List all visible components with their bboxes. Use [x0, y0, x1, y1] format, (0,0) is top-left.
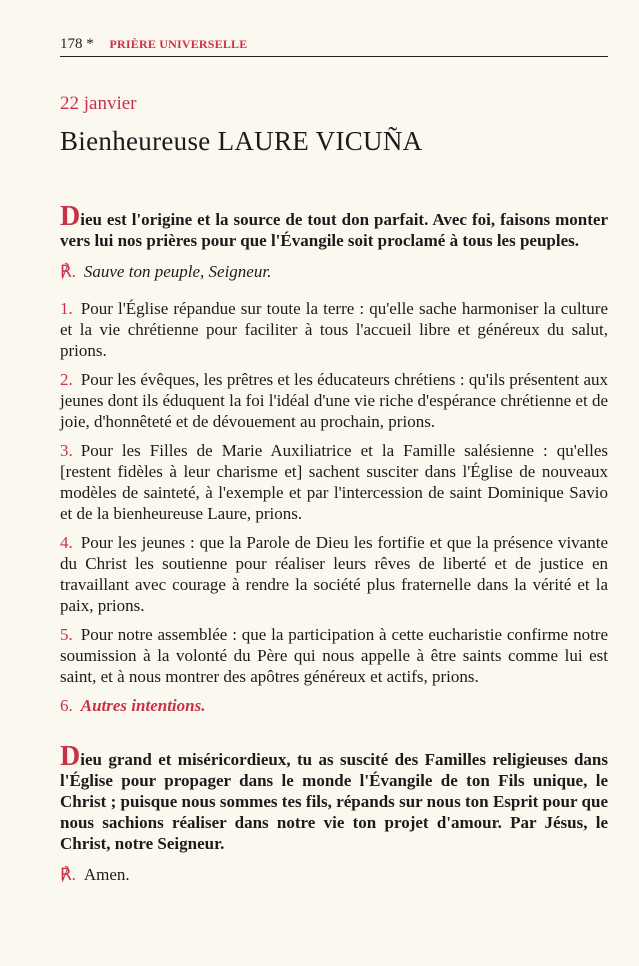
page-title: Bienheureuse LAURE VICUÑA — [60, 126, 423, 156]
opening-text: ieu est l'origine et la source de tout don parfait. Avec foi, faisons monter vers lui nos prières pour que l'Évangile soit proclamé à tous les peuples. — [60, 210, 608, 250]
response-text: Sauve ton peuple, Seigneur. — [83, 262, 272, 281]
intention-item — [60, 624, 608, 687]
running-header — [60, 36, 608, 57]
running-title: PRIÈRE UNIVERSELLE — [109, 37, 248, 51]
response-text: Amen. — [83, 865, 130, 884]
closing-text: ieu grand et miséricordieux, tu as suscité des Familles religieuses dans l'Église pour propager dans le monde l'Évangile de ton Fils unique, le Christ ; puisque nous sommes tes fils, répands sur nous ton Esprit pour que nous sachions réaliser dans notre vie ton projet d'amour. Par Jésus, le Christ, notre Seigneur. — [60, 750, 608, 853]
intention-item — [60, 695, 608, 716]
intention-number: 1. — [60, 299, 73, 318]
prayer-body — [60, 201, 608, 885]
intention-text: Pour les évêques, les prêtres et les éducateurs chrétiens : qu'ils présentent aux jeunes dont ils éduquent la foi l'idéal d'une vie riche d'espérance chrétienne et de joie, d'honnêteté et de dévouement au prochain, prions. — [60, 370, 608, 431]
intention-item — [60, 440, 608, 524]
intention-item — [60, 369, 608, 432]
intention-text: Pour l'Église répandue sur toute la terre : qu'elle sache harmoniser la culture et la vie chrétienne pour faciliter à tous l'accueil libre et généreux du salut, prions. — [60, 299, 608, 360]
intention-number: 6. — [60, 696, 73, 715]
intention-number: 3. — [60, 441, 73, 460]
intention-number: 4. — [60, 533, 73, 552]
dropcap-initial: D — [60, 741, 81, 772]
closing-prayer — [60, 741, 608, 854]
intention-item — [60, 298, 608, 361]
intention-number: 2. — [60, 370, 73, 389]
intention-item — [60, 532, 608, 616]
page-number: 178 * — [60, 36, 94, 52]
response-mark: ℟. — [60, 262, 76, 281]
intention-text: Autres intentions. — [80, 696, 206, 715]
response-refrain — [60, 864, 608, 885]
feast-date: 22 janvier — [60, 93, 137, 114]
intention-text: Pour notre assemblée : que la participation à cette eucharistie confirme notre soumission à la volonté du Père qui nous appelle à être saints comme lui est saint, et à nous montrer des apôtres généreux et actifs, prions. — [60, 625, 608, 686]
response-mark: ℟. — [60, 865, 76, 884]
dropcap-initial: D — [60, 201, 81, 232]
response-refrain — [60, 261, 608, 282]
opening-invitation — [60, 201, 608, 251]
intention-text: Pour les Filles de Marie Auxiliatrice et la Famille salésienne : qu'elles [restent fidèles à leur charisme et] sachent susciter dans l'Église de nouveaux modèles de sainteté, à l'exemple et par l'intercession de saint Dominique Savio et de la bienheureuse Laure, prions. — [60, 441, 608, 523]
intention-text: Pour les jeunes : que la Parole de Dieu les fortifie et que la présence vivante du Christ les soutienne pour réaliser leurs rêves de liberté et de justice en travaillant avec courage à rendre la société plus fraternelle dans la vérité et la paix, prions. — [60, 533, 608, 615]
intention-number: 5. — [60, 625, 73, 644]
